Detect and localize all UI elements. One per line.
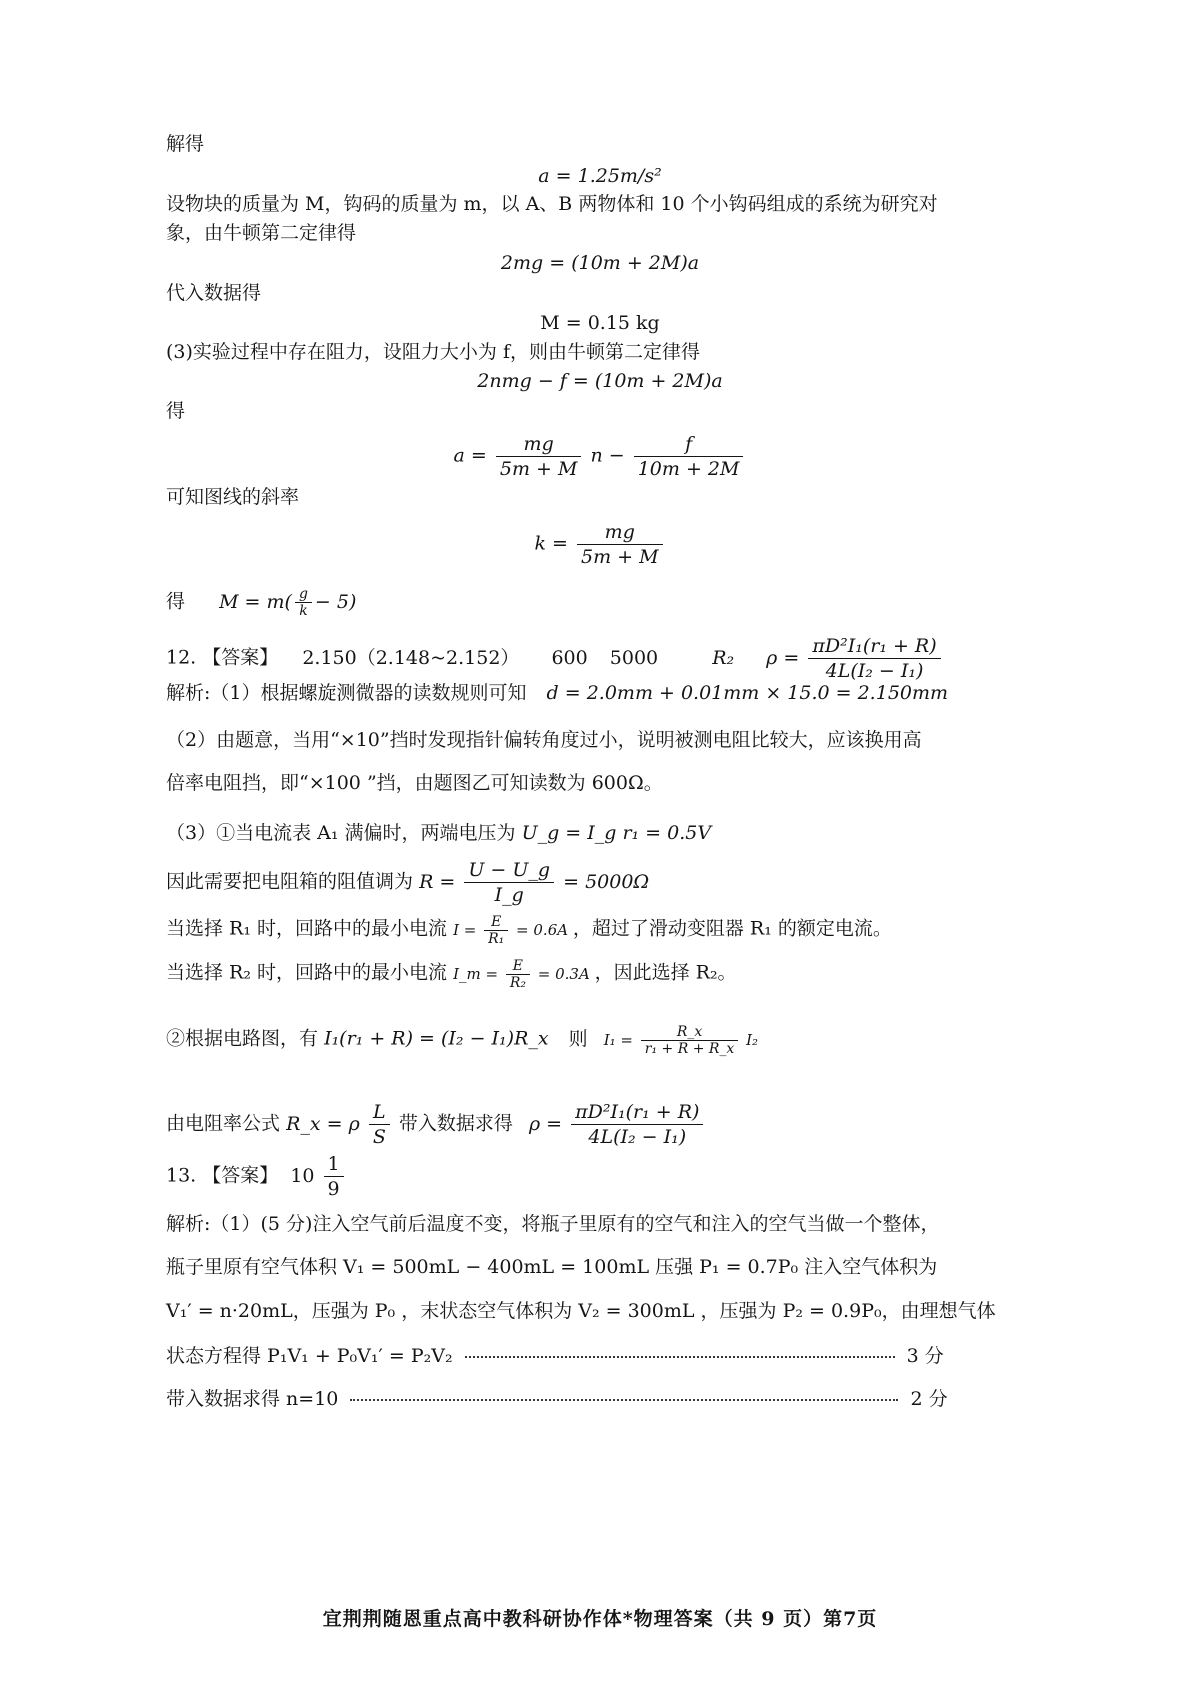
text-line: 因此需要把电阻箱的阻值调为 R = $\frac{U - U\_g}{I\_g}$ = 5000Ω — [166, 859, 650, 906]
text-line: V₁′ = n·20mL，压强为 P₀ ，末状态空气体积为 V₂ = 300mL ，压强为 P₂ = 0.9P₀，由理想气体 — [166, 1300, 996, 1322]
equation-mass: M = 0.15 kg — [540, 312, 660, 334]
text-line: 解得 — [166, 133, 205, 155]
text-line: 当选择 R₁ 时，回路中的最小电流 I = $\frac{E}{\text{R₁}}$ = 0.6A ，超过了滑动变阻器 R₁ 的额定电流。 — [166, 914, 892, 947]
text-line: 得 M = m( $\frac{g}{k}$ − 5) — [166, 586, 357, 619]
text-line: ②根据电路图，有 I₁(r₁ + R) = (I₂ − I₁)R_x 则 I₁ = $\frac{R\_x}{\text{r₁ + R + R\_x}}$ I₂ — [166, 1024, 759, 1057]
equation-resistance: 2nmg − f = (10m + 2M)a — [477, 370, 723, 392]
text-line: （2）由题意，当用“×10”挡时发现指针偏转角度过小，说明被测电阻比较大，应该换用高 — [166, 729, 922, 751]
text-line: 解析:（1）根据螺旋测微器的读数规则可知 d = 2.0mm + 0.01mm × 15.0 = 2.150mm — [166, 682, 949, 704]
text-line: （3）①当电流表 A₁ 满偏时，两端电压为 U_g = I_g r₁ = 0.5V — [166, 822, 712, 844]
text-line: 由电阻率公式 R_x = ρ $\frac{L}{S}$ 带入数据求得 ρ = $\frac{\text{πD²I₁(r₁ + R)}}{\text{4L(I₂ − I₁)}}$ — [166, 1100, 706, 1149]
answer-12: 12. 【答案】 2.150（2.148~2.152） 600 5000 R₂ ρ = $\frac{\text{πD²I₁(r₁ + R)}}{\text{4L(I₂ − I₁)}}$ — [166, 634, 944, 683]
equation-newton: 2mg = (10m + 2M)a — [500, 252, 700, 274]
text-line: 代入数据得 — [166, 282, 262, 304]
score-line: 带入数据求得 n=10 2 分 — [166, 1388, 948, 1410]
text-line: 倍率电阻挡，即“×100 ”挡，由题图乙可知读数为 600Ω。 — [166, 772, 663, 794]
text-line: 设物块的质量为 M，钩码的质量为 m，以 A、B 两物体和 10 个小钩码组成的系统为研究对 — [166, 193, 938, 215]
equation-acceleration-n: a = $\frac{mg}{5m + M}$ n − $\frac{f}{10m + 2M}$ — [0, 432, 1200, 481]
equation-slope: k = $\frac{mg}{5m + M}$ — [0, 520, 1200, 569]
answer-13: 13. 【答案】 10 $\frac{1}{9}$ — [166, 1152, 347, 1201]
text-line: 可知图线的斜率 — [166, 486, 300, 508]
text-line: 当选择 R₂ 时，回路中的最小电流 I_m = $\frac{E}{\text{R₂}}$ = 0.3A ，因此选择 R₂。 — [166, 958, 737, 991]
text-line: 解析:（1）(5 分)注入空气前后温度不变，将瓶子里原有的空气和注入的空气当做一个整体， — [166, 1213, 940, 1235]
page-footer: 宜荆荆随恩重点高中教科研协作体*物理答案（共 9 页）第7页 — [322, 1608, 878, 1630]
text-line: 得 — [166, 400, 186, 422]
text-line: (3)实验过程中存在阻力，设阻力大小为 f，则由牛顿第二定律得 — [166, 341, 700, 363]
text-line: 象，由牛顿第二定律得 — [166, 222, 357, 244]
text-line: 瓶子里原有空气体积 V₁ = 500mL − 400mL = 100mL 压强 P₁ = 0.7P₀ 注入空气体积为 — [166, 1256, 938, 1278]
score-line: 状态方程得 P₁V₁ + P₀V₁′ = P₂V₂ 3 分 — [166, 1345, 944, 1367]
equation-acceleration: a = 1.25m/s² — [538, 165, 662, 187]
